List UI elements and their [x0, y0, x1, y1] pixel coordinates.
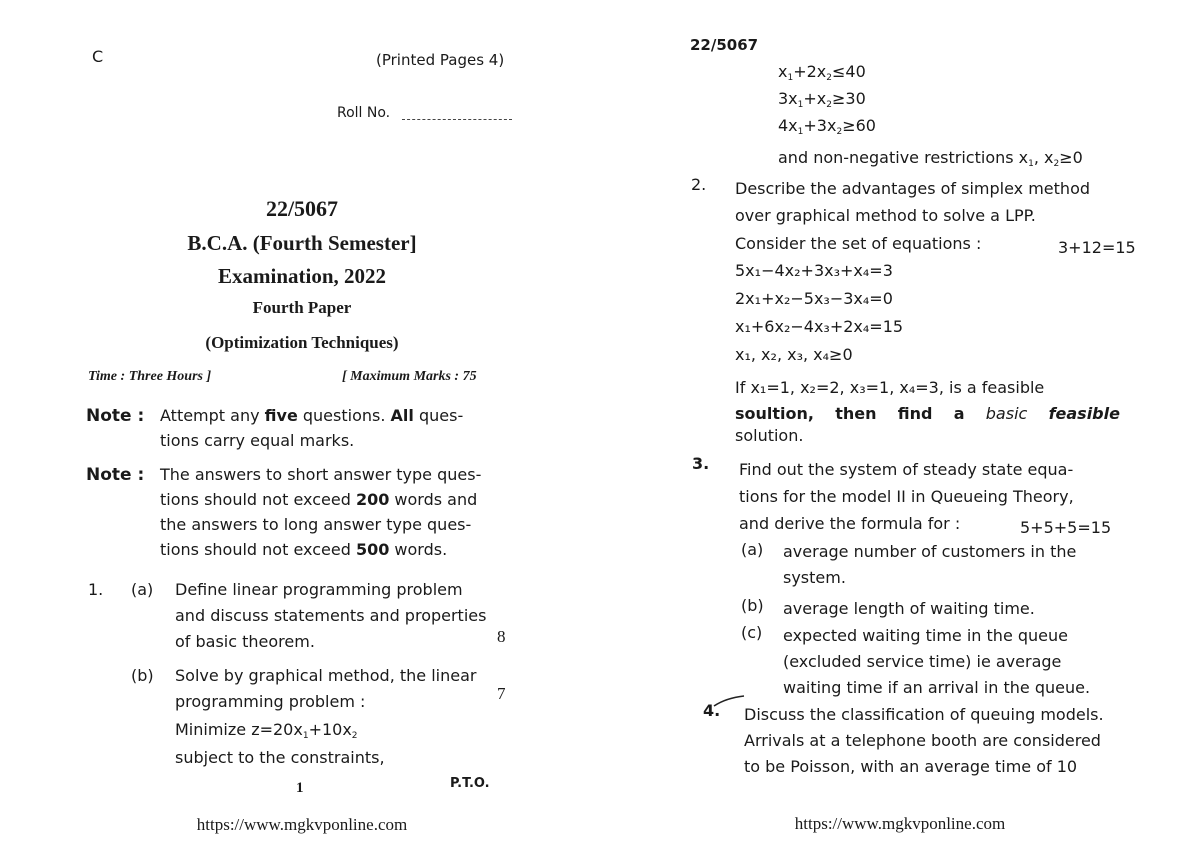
- non-negative-restriction: and non-negative restrictions $x_1$, $x_2\ge 0$: [778, 148, 1083, 169]
- note-2-line-4: tions should not exceed 500 words.: [160, 540, 448, 559]
- constraint-2: $3x_1+x_2\ge 30$: [778, 89, 866, 110]
- q4-line-1: Discuss the classification of queuing models.: [744, 705, 1104, 724]
- q3a-line-2: system.: [783, 568, 846, 587]
- q1a-line-3: of basic theorem.: [175, 632, 315, 651]
- q3a-line-1: average number of customers in the: [783, 542, 1077, 561]
- q3-marks: 5+5+5=15: [1020, 518, 1112, 537]
- q3b-label: (b): [741, 596, 764, 615]
- roll-no-blank: [402, 119, 512, 120]
- equation-1: 5x₁−4x₂+3x₃+x₄=3: [735, 261, 893, 280]
- q1a-label: (a): [131, 580, 154, 599]
- course-title: B.C.A. (Fourth Semester]: [187, 231, 417, 255]
- q1b-label: (b): [131, 666, 154, 685]
- footer-url-left[interactable]: https://www.mgkvponline.com: [196, 815, 408, 834]
- pto-mark: P.T.O.: [450, 776, 490, 791]
- q2-line-3: Consider the set of equations :: [735, 234, 982, 253]
- q3-line-1: Find out the system of steady state equa-: [739, 460, 1074, 479]
- q3-number: 3.: [692, 454, 710, 473]
- q2-line-1: Describe the advantages of simplex method: [735, 179, 1091, 198]
- paper-title: Fourth Paper: [252, 298, 352, 317]
- q1b-line-4: subject to the constraints,: [175, 748, 385, 767]
- q4-line-2: Arrivals at a telephone booth are considered: [744, 731, 1101, 750]
- paper-code-header: 22/5067: [690, 36, 759, 54]
- q1b-marks: 7: [497, 684, 506, 703]
- roll-no-label: Roll No.: [337, 105, 391, 121]
- q3c-line-3: waiting time if an arrival in the queue.: [783, 678, 1091, 697]
- q3b-line-1: average length of waiting time.: [783, 599, 1035, 618]
- exam-time: Time : Three Hours ]: [88, 369, 212, 384]
- q1a-marks: 8: [497, 627, 506, 646]
- q1a-line-1: Define linear programming problem: [175, 580, 463, 599]
- q2-marks: 3+12=15: [1058, 238, 1136, 257]
- note-1-label: Note :: [86, 406, 145, 426]
- q1b-line-2: programming problem :: [175, 692, 366, 711]
- series-letter: C: [92, 47, 104, 66]
- note-1-line-1: Attempt any five questions. All ques-: [160, 406, 464, 425]
- q2-line-8: If x₁=1, x₂=2, x₃=1, x₄=3, is a feasible: [735, 378, 1045, 397]
- equation-3: x₁+6x₂−4x₃+2x₄=15: [735, 317, 904, 336]
- page-number: 1: [296, 780, 304, 796]
- constraint-3: $4x_1+3x_2\ge 60$: [778, 116, 876, 137]
- exam-title: Examination, 2022: [217, 264, 387, 288]
- q2-line-9: soultion, then find a basic feasible: [735, 404, 1120, 423]
- printed-pages: (Printed Pages 4): [376, 51, 505, 69]
- paper-code: 22/5067: [265, 196, 339, 221]
- q1a-line-2: and discuss statements and properties: [175, 606, 487, 625]
- q1b-line-1: Solve by graphical method, the linear: [175, 666, 477, 685]
- note-2-line-1: The answers to short answer type ques-: [160, 465, 482, 484]
- max-marks: [ Maximum Marks : 75: [342, 369, 477, 384]
- q3c-line-2: (excluded service time) ie average: [783, 652, 1062, 671]
- equation-4: x₁, x₂, x₃, x₄≥0: [735, 345, 853, 364]
- q1-number: 1.: [88, 580, 104, 599]
- handwritten-tick-icon: [712, 694, 746, 710]
- note-1-line-2: tions carry equal marks.: [160, 431, 355, 450]
- note-2-line-3: the answers to long answer type ques-: [160, 515, 472, 534]
- note-2-label: Note :: [86, 465, 145, 485]
- subject-title: (Optimization Techniques): [205, 333, 399, 352]
- q4-number: 4.: [703, 701, 721, 720]
- q2-number: 2.: [691, 175, 707, 194]
- q3c-label: (c): [741, 623, 763, 642]
- q2-line-10: solution.: [735, 426, 804, 445]
- q3-line-2: tions for the model II in Queueing Theory,: [739, 487, 1074, 506]
- q3a-label: (a): [741, 540, 764, 559]
- q3-line-3: and derive the formula for :: [739, 514, 961, 533]
- q3c-line-1: expected waiting time in the queue: [783, 626, 1068, 645]
- footer-url-right[interactable]: https://www.mgkvponline.com: [794, 814, 1006, 833]
- constraint-1: $x_1+2x_2\le 40$: [778, 62, 866, 83]
- equation-2: 2x₁+x₂−5x₃−3x₄=0: [735, 289, 893, 308]
- note-2-line-2: tions should not exceed 200 words and: [160, 490, 478, 509]
- q2-line-2: over graphical method to solve a LPP.: [735, 206, 1036, 225]
- q4-line-3: to be Poisson, with an average time of 10: [744, 757, 1078, 776]
- q1b-objective: Minimize $z=20x_1+10x_2$: [175, 720, 358, 741]
